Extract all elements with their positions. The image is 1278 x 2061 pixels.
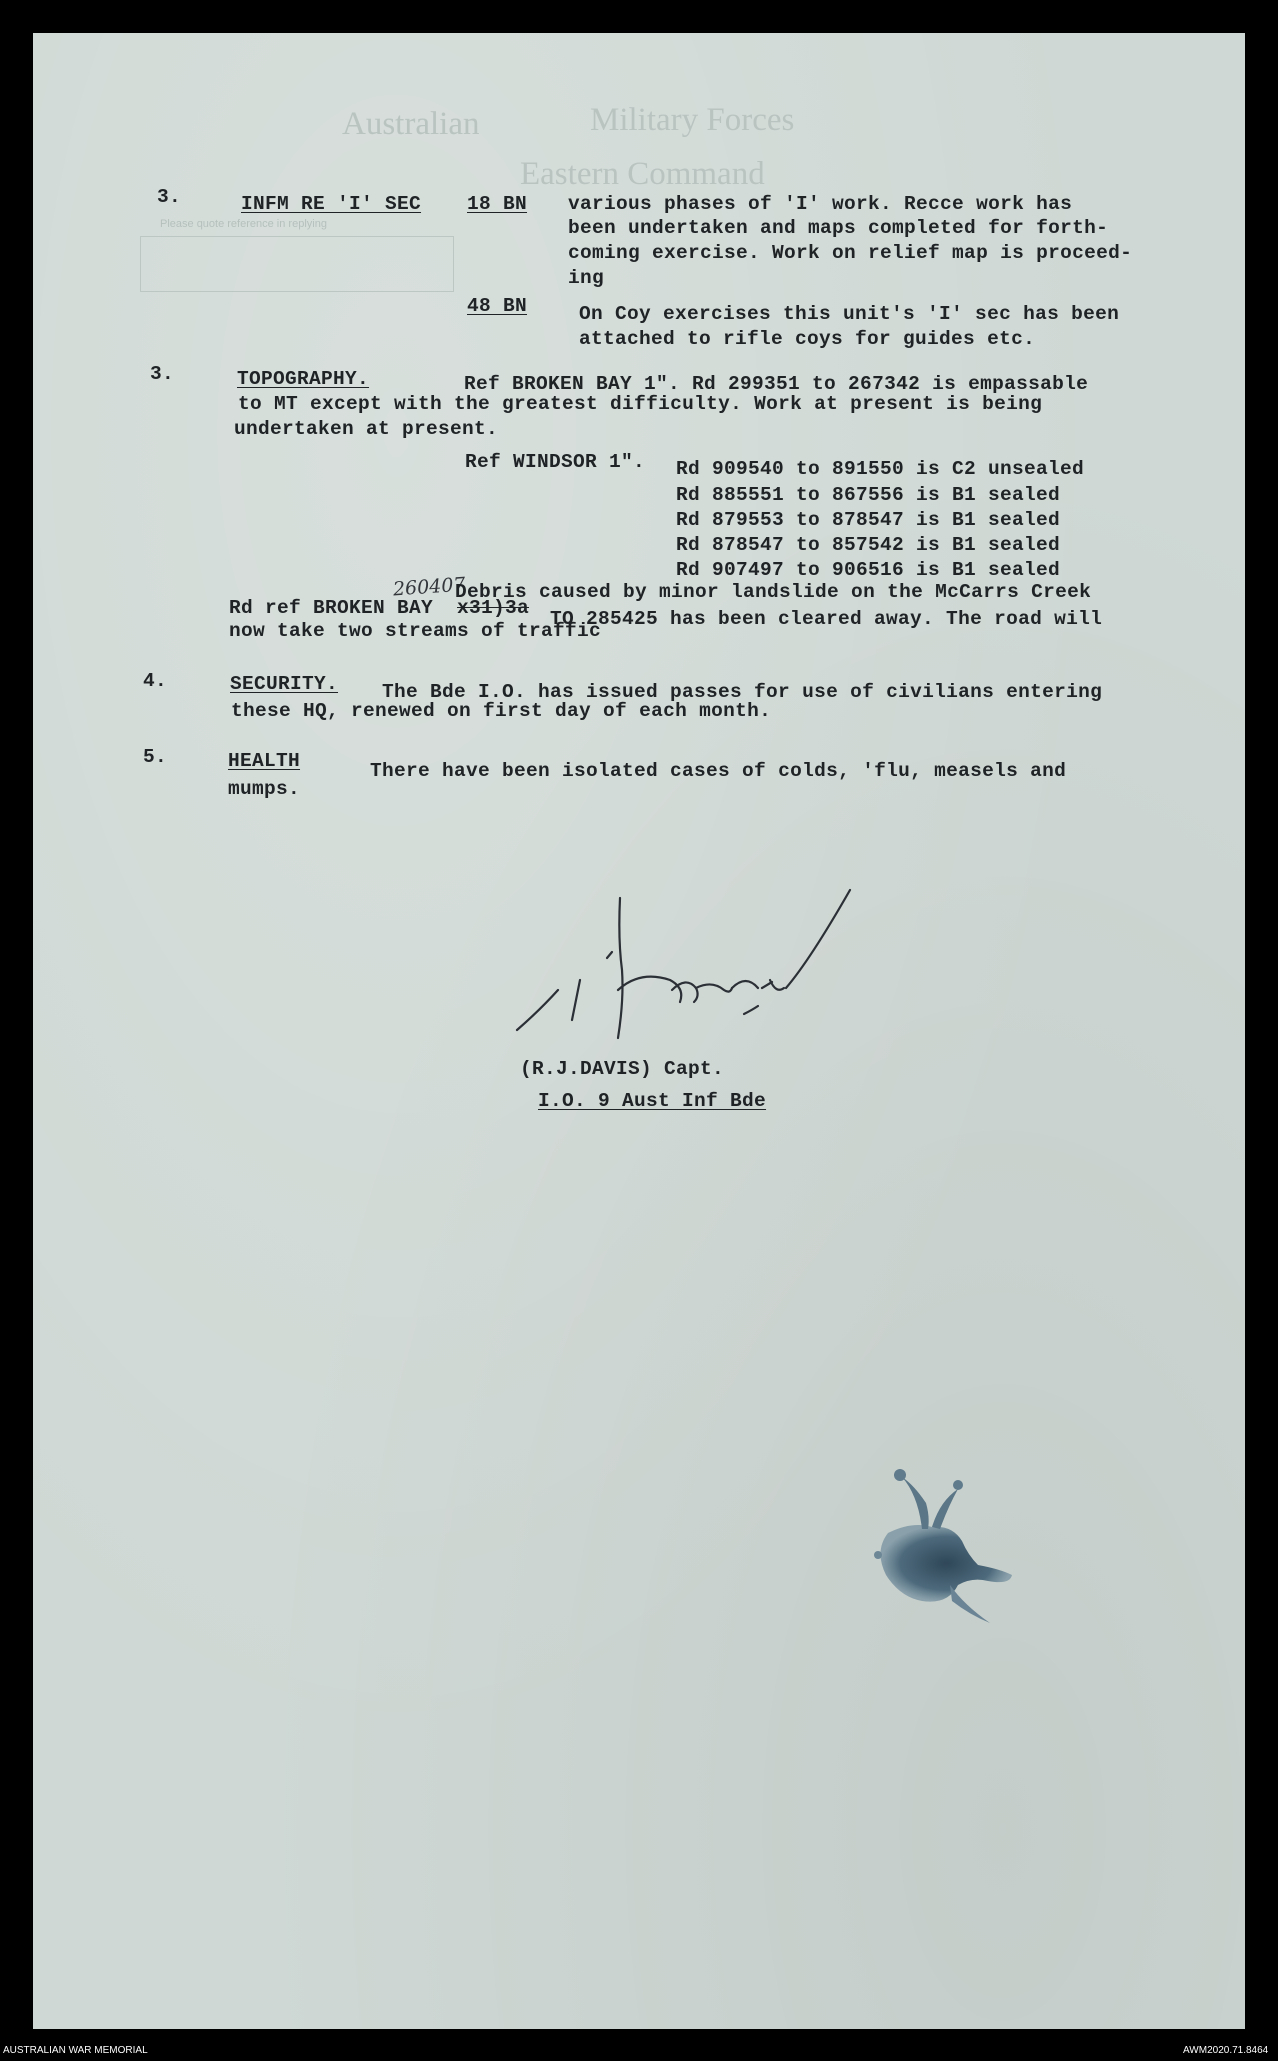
section-number: 3. <box>150 363 175 385</box>
ghost-reference-box <box>140 236 454 292</box>
unit-48bn-line: On Coy exercises this unit's 'I' sec has been <box>579 303 1120 325</box>
footer-archive-name: AUSTRALIAN WAR MEMORIAL <box>3 2045 148 2056</box>
road-entry: Rd 907497 to 906516 is B1 sealed <box>676 559 1061 581</box>
health-line: There have been isolated cases of colds, 'flu, measels and <box>370 760 1067 782</box>
security-line: these HQ, renewed on first day of each month. <box>231 700 772 722</box>
topography-line: undertaken at present. <box>234 418 499 440</box>
section-heading-infm: INFM RE 'I' SEC <box>241 193 422 215</box>
signatory-title: I.O. 9 Aust Inf Bde <box>538 1090 767 1112</box>
handwritten-correction: 260407 <box>392 573 467 601</box>
ghost-reference-label: Please quote reference in replying <box>160 218 327 230</box>
debris-line-end: TO 285425 has been cleared away. The road will <box>550 608 1103 630</box>
debris-line-start: Rd ref BROKEN BAY <box>229 597 434 619</box>
road-entry: Rd 878547 to 857542 is B1 sealed <box>676 534 1061 556</box>
section-heading-topography: TOPOGRAPHY. <box>237 368 370 390</box>
windsor-ref: Ref WINDSOR 1". <box>465 451 646 473</box>
security-line: The Bde I.O. has issued passes for use of civilians entering <box>382 681 1103 703</box>
unit-18bn: 18 BN <box>467 193 528 215</box>
unit-48bn-line: attached to rifle coys for guides etc. <box>579 328 1036 350</box>
unit-48bn: 48 BN <box>467 295 528 317</box>
road-entry: Rd 879553 to 878547 is B1 sealed <box>676 509 1061 531</box>
section-heading-security: SECURITY. <box>230 673 339 695</box>
road-entry: Rd 885551 to 867556 is B1 sealed <box>676 484 1061 506</box>
section-number: 3. <box>157 186 182 208</box>
debris-line: Debris caused by minor landslide on the McCarrs Creek <box>455 581 1092 603</box>
footer-accession-number: AWM2020.71.8464 <box>1183 2045 1269 2056</box>
unit-18bn-line: coming exercise. Work on relief map is proceed- <box>568 242 1133 264</box>
topography-line: to MT except with the greatest difficulty. Work at present is being <box>238 393 1043 415</box>
health-line: mumps. <box>228 778 301 800</box>
signatory-name: (R.J.DAVIS) Capt. <box>520 1058 725 1080</box>
unit-18bn-line: various phases of 'I' work. Recce work has <box>568 193 1073 215</box>
unit-18bn-line: ing <box>568 267 605 289</box>
unit-18bn-line: been undertaken and maps completed for forth- <box>568 217 1109 239</box>
topography-line: Ref BROKEN BAY 1". Rd 299351 to 267342 is empassable <box>464 373 1089 395</box>
ghost-letterhead-line1: Australian <box>342 106 480 142</box>
section-number: 5. <box>143 746 168 768</box>
ink-blot <box>840 1455 1060 1655</box>
road-entry: Rd 909540 to 891550 is C2 unsealed <box>676 458 1085 480</box>
section-number: 4. <box>143 670 168 692</box>
struck-out-reference: x31)3a <box>457 597 530 619</box>
section-heading-health: HEALTH <box>228 750 301 772</box>
handwritten-signature <box>500 870 880 1060</box>
ghost-letterhead-line2: Eastern Command <box>520 156 765 192</box>
debris-line: now take two streams of traffic <box>229 620 602 642</box>
ghost-letterhead-line1b: Military Forces <box>590 102 795 138</box>
